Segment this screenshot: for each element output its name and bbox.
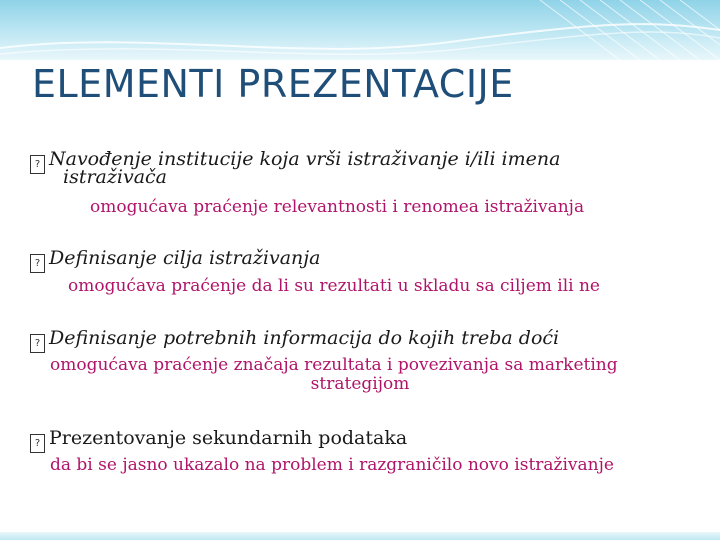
footer-decoration-band xyxy=(0,532,720,540)
wave-decoration-icon xyxy=(0,0,720,60)
bullet-box-icon: ? xyxy=(30,254,45,273)
bullet-3-heading: Definisanje potrebnih informacija do kojih treba doći xyxy=(49,327,560,349)
bullet-item-2 xyxy=(30,248,320,273)
bullet-4-description: da bi se jasno ukazalo na problem i razgraničilo novo istraživanje xyxy=(50,455,614,475)
bullet-3-description-line1: omogućava praćenje značaja rezultata i povezivanja sa marketing xyxy=(50,355,618,375)
bullet-1-heading-line1: Navođenje institucije koja vrši istraživanje i/ili imena xyxy=(49,148,561,170)
bullet-box-icon: ? xyxy=(30,155,45,174)
bullet-item-4 xyxy=(30,428,407,453)
bullet-4-heading: Prezentovanje sekundarnih podataka xyxy=(49,427,408,449)
bullet-2-heading: Definisanje cilja istraživanja xyxy=(49,247,321,269)
bullet-1-description: omogućava praćenje relevantnosti i renomea istraživanja xyxy=(90,197,585,217)
bullet-1-heading-line2: istraživača xyxy=(63,166,167,188)
bullet-box-icon: ? xyxy=(30,434,45,453)
slide-title: ELEMENTI PREZENTACIJE xyxy=(32,62,514,106)
bullet-2-description: omogućava praćenje da li su rezultati u skladu sa ciljem ili ne xyxy=(68,276,600,296)
bullet-box-icon: ? xyxy=(30,334,45,353)
bullet-item-3 xyxy=(30,328,559,353)
header-decoration-band xyxy=(0,0,720,60)
bullet-3-description-line2: strategijom xyxy=(310,374,410,394)
